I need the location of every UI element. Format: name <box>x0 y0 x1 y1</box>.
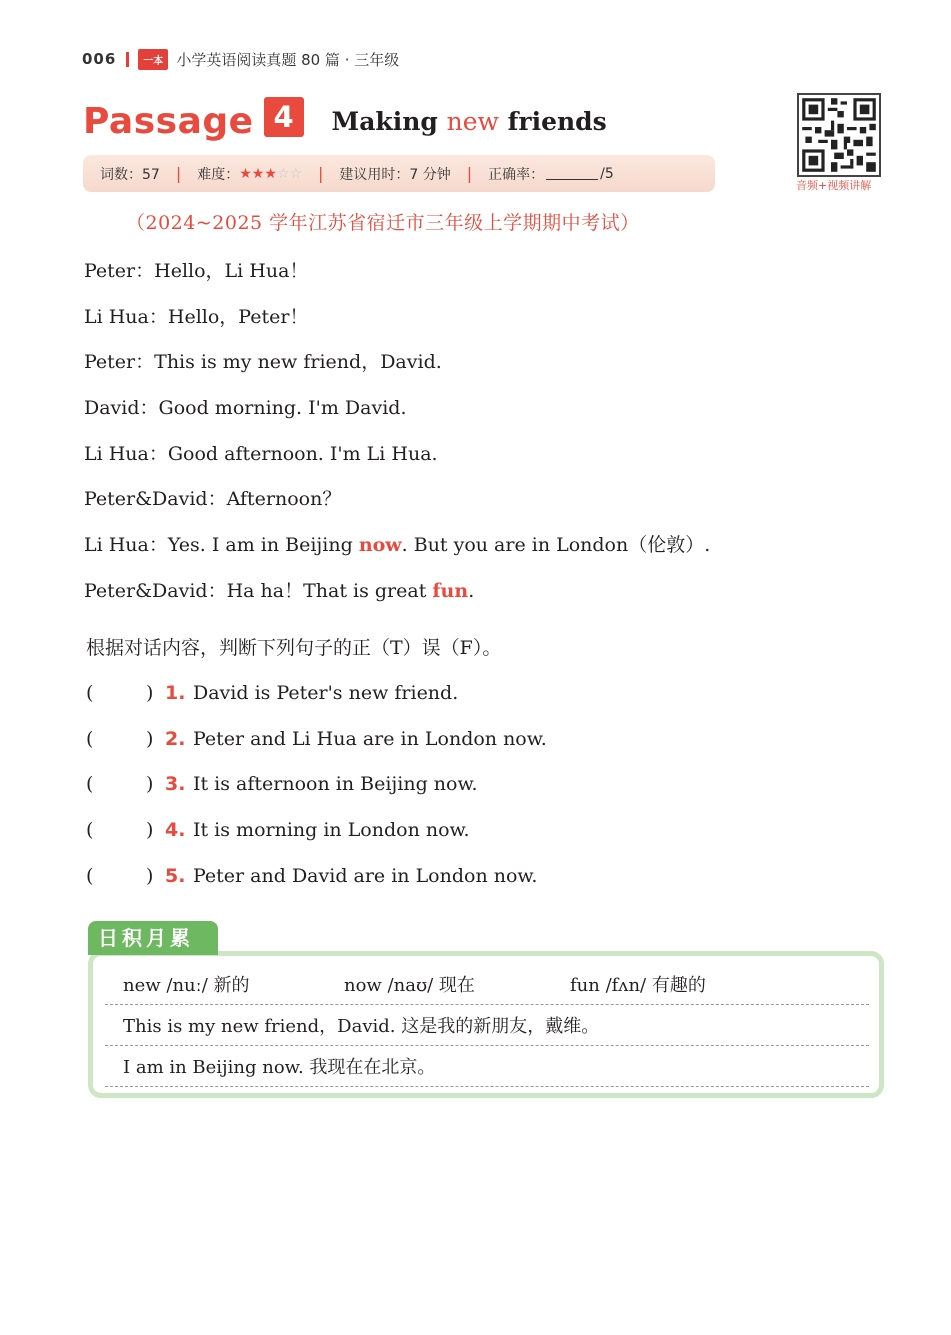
accuracy-label: 正确率： <box>488 166 545 183</box>
info-separator: | <box>318 164 324 183</box>
answer-blank-open[interactable]: ( <box>86 819 94 842</box>
speaker: David： <box>84 397 159 420</box>
speaker: Peter&David： <box>84 579 227 602</box>
speaker: Li Hua： <box>84 305 168 328</box>
title-part2: friends <box>507 106 607 136</box>
suggested-time: 建议用时：7 分钟 <box>339 166 451 183</box>
answer-blank-close: ) <box>146 773 154 796</box>
dialog-text: This is my new friend，David. <box>154 351 442 374</box>
question-text: Peter and Li Hua are in London now. <box>193 727 547 750</box>
vocab-row <box>105 964 869 1005</box>
accumulate-content <box>105 964 869 1087</box>
speaker: Peter&David： <box>84 488 227 511</box>
info-separator: | <box>466 164 473 183</box>
answer-blank-close: ) <box>146 864 154 887</box>
answer-blank-open[interactable]: ( <box>86 864 94 887</box>
task-instruction: 根据对话内容，判断下列句子的正（T）误（F）。 <box>86 637 502 659</box>
question-item <box>86 675 547 721</box>
difficulty-stars <box>239 166 302 182</box>
qr-code[interactable] <box>797 93 881 177</box>
answer-blank-open[interactable]: ( <box>86 727 94 750</box>
question-number: 1. <box>165 682 186 704</box>
question-item <box>86 812 547 858</box>
star-filled-icon: ★ <box>251 165 265 182</box>
passage-label: Passage <box>83 100 254 142</box>
speaker: Li Hua： <box>84 442 168 465</box>
dialog-text: Ha ha！That is great <box>226 579 433 602</box>
qr-label: 音频+视频讲解 <box>796 179 872 192</box>
dialog-line <box>84 527 710 573</box>
dialog-text: Afternoon？ <box>226 488 342 511</box>
book-title: 小学英语阅读真题 80 篇 · 三年级 <box>176 50 400 69</box>
dialog-text: Good morning. I'm David. <box>158 397 407 420</box>
vocab-item: new /nuː/ 新的 <box>123 975 250 996</box>
keyword-highlight: now <box>358 534 402 557</box>
sentence-item: I am in Beijing now. 我现在在北京。 <box>123 1057 436 1078</box>
dialog-text: Good afternoon. I'm Li Hua. <box>167 442 438 465</box>
title-highlight: new <box>446 106 499 136</box>
answer-blank-close: ) <box>146 727 154 750</box>
speaker: Peter： <box>84 260 155 282</box>
question-item <box>86 721 547 767</box>
sentence-item: This is my new friend，David. 这是我的新朋友，戴维。 <box>123 1016 600 1037</box>
dialog-line <box>84 436 710 482</box>
answer-blank-open[interactable]: ( <box>86 682 94 704</box>
dialog-text: . But you are in London（伦敦）. <box>401 534 711 557</box>
dialog-line <box>84 344 710 390</box>
question-list <box>86 675 547 903</box>
header-divider <box>126 52 129 67</box>
accumulate-box <box>88 951 884 1098</box>
dialog-line <box>84 481 710 527</box>
question-text: It is morning in London now. <box>193 819 470 842</box>
question-item <box>86 858 547 904</box>
dialog-line <box>84 390 710 436</box>
page-header <box>82 47 399 71</box>
passage-title-row <box>83 96 607 146</box>
sentence-row <box>105 1005 869 1046</box>
info-separator: | <box>175 164 182 183</box>
answer-blank-open[interactable]: ( <box>86 773 94 796</box>
dialog-text: Hello，Li Hua！ <box>154 260 309 282</box>
question-number: 3. <box>165 773 186 796</box>
dialog-line <box>84 573 710 619</box>
dialog-text: . <box>468 579 475 602</box>
star-empty-icon: ☆ <box>289 165 303 182</box>
question-text: Peter and David are in London now. <box>193 864 538 887</box>
question-text: It is afternoon in Beijing now. <box>193 773 478 796</box>
vocab-item: fun /fʌn/ 有趣的 <box>570 975 706 996</box>
star-filled-icon: ★ <box>264 165 277 182</box>
answer-blank-close: ) <box>146 819 154 842</box>
star-empty-icon: ☆ <box>276 165 290 182</box>
info-bar <box>83 155 715 192</box>
question-number: 4. <box>165 819 186 842</box>
exam-source: （2024~2025 学年江苏省宿迁市三年级上学期期中考试） <box>126 212 640 234</box>
passage-number: 4 <box>264 97 304 137</box>
vocab-item: now /naʊ/ 现在 <box>344 975 475 996</box>
word-count: 词数：57 <box>100 166 160 183</box>
question-number: 5. <box>165 864 186 887</box>
dialog-text: Yes. I am in Beijing <box>167 534 359 557</box>
qr-code-icon <box>799 95 879 175</box>
difficulty-label: 难度： <box>197 166 240 183</box>
sentence-row <box>105 1046 869 1087</box>
passage-title <box>332 107 607 136</box>
speaker: Peter： <box>84 351 155 374</box>
dialog <box>84 253 710 619</box>
accuracy-total: /5 <box>600 165 614 182</box>
brand-logo: 一本 <box>138 49 168 70</box>
question-text: David is Peter's new friend. <box>193 682 459 704</box>
speaker: Li Hua： <box>84 534 168 557</box>
dialog-line <box>84 253 710 299</box>
question-number: 2. <box>165 727 186 750</box>
accumulate-tab: 日积月累 <box>88 921 218 955</box>
question-item <box>86 766 547 812</box>
dialog-text: Hello，Peter！ <box>167 305 309 328</box>
star-filled-icon: ★ <box>239 165 252 182</box>
keyword-highlight: fun <box>432 579 469 602</box>
page-number: 006 <box>82 50 117 68</box>
answer-blank-close: ) <box>146 682 154 704</box>
dialog-line <box>84 299 710 345</box>
title-part1: Making <box>331 106 438 136</box>
accuracy-blank[interactable] <box>546 168 598 180</box>
